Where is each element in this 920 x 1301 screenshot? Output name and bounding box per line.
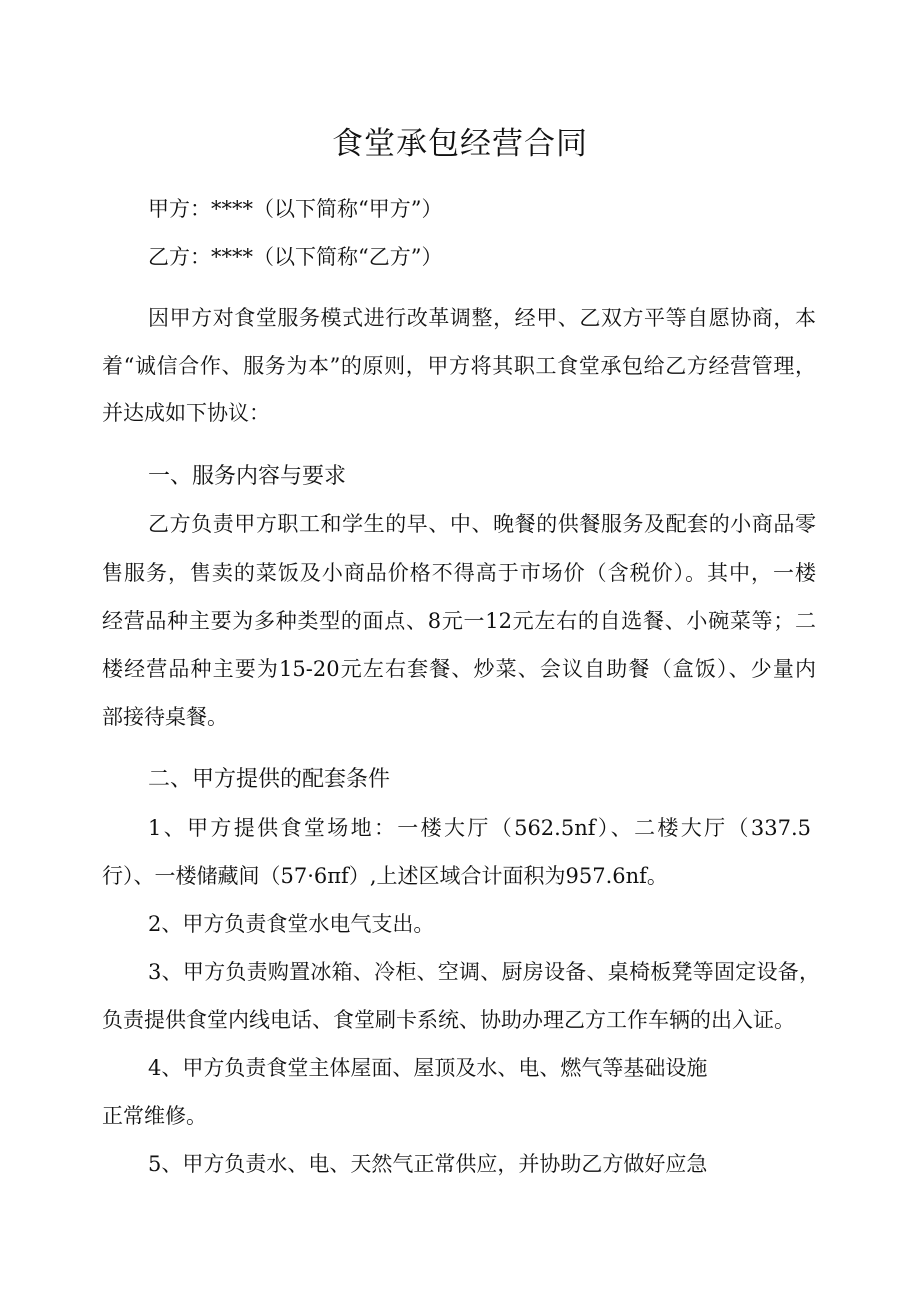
section-1-line-5: 部接待桌餐。 [102,705,228,729]
section-1-line-2: 售服务，售卖的菜饭及小商品价格不得高于市场价（含税价）。其中，一楼 [102,561,816,585]
section-2-heading: 二、甲方提供的配套条件 [148,767,391,792]
section-1-line-1: 乙方负责甲方职工和学生的早、中、晚餐的供餐服务及配套的小商品零 [148,512,816,536]
party-b-line: 乙方：****（以下简称“乙方”） [148,245,443,269]
item-1-line-1: 1、甲方提供食堂场地：一楼大厅（562.5nf）、二楼大厅（337.5 [148,816,811,840]
intro-line-2: 着“诚信合作、服务为本”的原则，甲方将其职工食堂承包给乙方经营管理， [102,354,816,378]
item-4-line-2: 正常维修。 [102,1104,207,1128]
item-1-line-2: 行）、一楼储藏间（57·6πf）,上述区域合计面积为957.6nf。 [102,864,668,888]
document-title: 食堂承包经营合同 [332,126,588,162]
item-5-line-1: 5、甲方负责水、电、天然气正常供应，并协助乙方做好应急 [148,1152,708,1176]
item-2-line: 2、甲方负责食堂水电气支出。 [148,912,435,936]
item-3-line-1: 3、甲方负责购置冰箱、冷柜、空调、厨房设备、桌椅板凳等固定设备， [148,960,820,984]
party-a-line: 甲方：****（以下简称“甲方”） [148,197,443,221]
item-3-line-2: 负责提供食堂内线电话、食堂刷卡系统、协助办理乙方工作车辆的出入证。 [102,1008,795,1032]
intro-line-3: 并达成如下协议： [102,401,270,425]
section-1-line-4: 楼经营品种主要为15-20元左右套餐、炒菜、会议自助餐（盒饭）、少量内 [102,657,816,681]
section-1-line-3: 经营品种主要为多种类型的面点、8元一12元左右的自选餐、小碗菜等；二 [102,609,816,633]
intro-line-1: 因甲方对食堂服务模式进行改革调整，经甲、乙双方平等自愿协商，本 [148,306,816,330]
item-4-line-1: 4、甲方负责食堂主体屋面、屋顶及水、电、燃气等基础设施 [148,1056,708,1080]
section-1-heading: 一、服务内容与要求 [148,464,347,489]
